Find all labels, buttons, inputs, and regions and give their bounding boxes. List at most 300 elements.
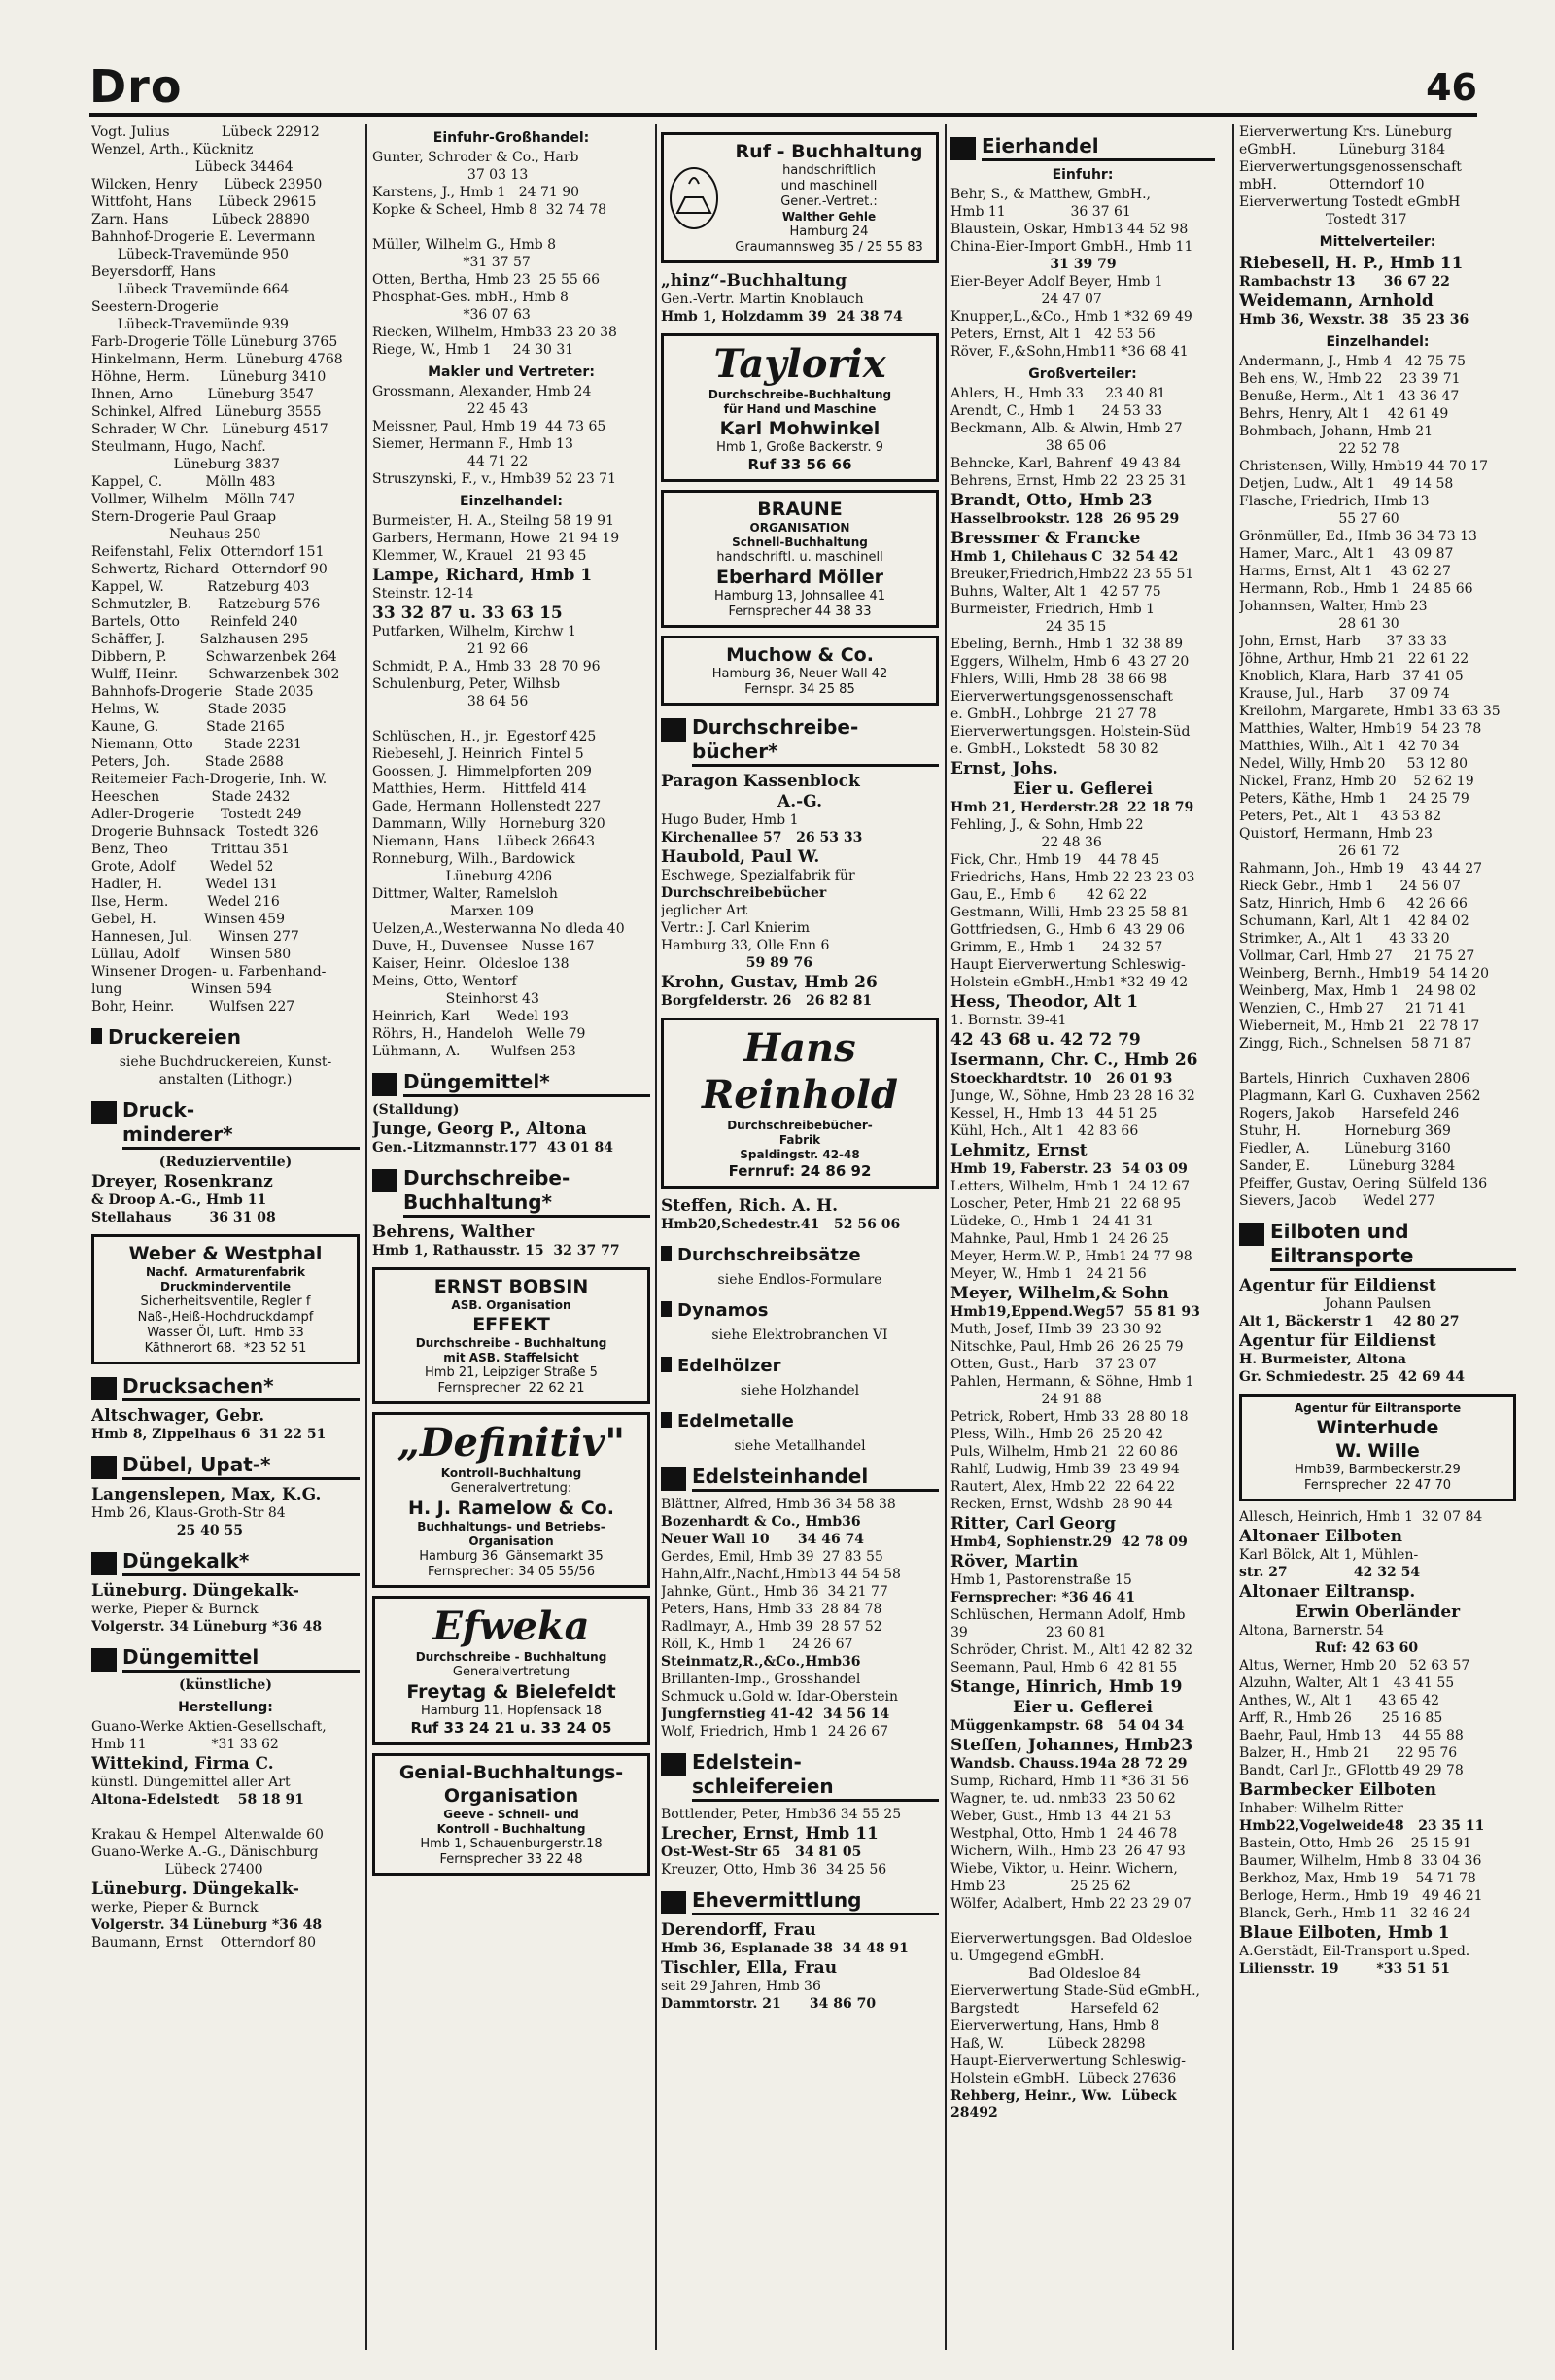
listing-entry: Ritter, Carl Georg <box>950 1514 1117 1534</box>
column-divider <box>655 124 657 2350</box>
category-heading <box>661 1750 939 1802</box>
subheading: Einzelhandel: <box>1326 334 1430 350</box>
advertisement-box <box>372 1412 650 1588</box>
listing-entry: Stuhr, H. Horneburg 369 <box>1239 1123 1451 1139</box>
column-divider <box>365 124 367 2350</box>
listing-entry: Nitschke, Paul, Hmb 26 26 25 79 <box>950 1339 1184 1355</box>
listing-entry: Kaiser, Heinr. Oldesloe 138 <box>372 956 570 972</box>
listing-entry: Hmb 11 *31 33 62 <box>91 1737 279 1752</box>
category-bullet-icon <box>91 1552 117 1575</box>
listing-entry: seit 29 Jahren, Hmb 36 <box>661 1979 821 1994</box>
listing-entry: Karl Bölck, Alt 1, Mühlen- <box>1239 1547 1419 1563</box>
listing-entry: Rambachstr 13 36 67 22 <box>1239 274 1450 290</box>
listing-entry: Isermann, Chr. C., Hmb 26 <box>950 1051 1198 1070</box>
listing-entry: Helms, W. Stade 2035 <box>91 702 287 717</box>
listing-entry: Krause, Jul., Harb 37 09 74 <box>1239 686 1450 702</box>
listing-entry: Hermann, Rob., Hmb 1 24 85 66 <box>1239 581 1473 597</box>
listing-entry: Beckmann, Alb. & Alwin, Hmb 27 <box>950 421 1183 436</box>
listing-entry: werke, Pieper & Burnck <box>91 1602 259 1617</box>
category-bullet-icon <box>91 1377 117 1400</box>
advertisement-line: Agentur für Eiltransporte <box>1294 1401 1462 1415</box>
listing-entry: Krohn, Gustav, Hmb 26 <box>661 973 878 992</box>
listing-entry: Otten, Bertha, Hmb 23 25 55 66 <box>372 272 601 288</box>
listing-entry: Baumer, Wilhelm, Hmb 8 33 04 36 <box>1239 1853 1482 1869</box>
listing-entry: Klemmer, W., Krauel 21 93 45 <box>372 548 587 564</box>
listing-entry: Fick, Chr., Hmb 19 44 78 45 <box>950 852 1159 868</box>
advertisement-line: Ruf 33 56 66 <box>747 456 852 473</box>
listing-entry: Stern-Drogerie Paul Graap <box>91 509 277 525</box>
listing-entry: Krakau & Hempel Altenwalde 60 <box>91 1827 324 1843</box>
listing-entry: Bargstedt Harsefeld 62 <box>950 2001 1160 2017</box>
listing-entry: Wenzien, C., Hmb 27 21 71 41 <box>1239 1001 1467 1017</box>
category-title: Edelmetalle <box>677 1411 794 1431</box>
listing-entry: 24 91 88 <box>950 1392 1102 1407</box>
listing-entry: Erwin Oberländer <box>1295 1603 1461 1622</box>
advertisement-line: Gener.-Vertret.: <box>780 194 878 209</box>
listing-entry: Durchschreibebücher <box>661 885 827 901</box>
listing-entry: Flasche, Friedrich, Hmb 13 <box>1239 494 1430 509</box>
listing-entry: Ihnen, Arno Lüneburg 3547 <box>91 387 314 402</box>
listing-entry: 59 89 76 <box>661 955 812 971</box>
listing-entry: Karstens, J., Hmb 1 24 71 90 <box>372 185 580 200</box>
listing-entry: Kappel, C. Mölln 483 <box>91 474 276 490</box>
listing-entry: Meins, Otto, Wentorf <box>372 974 517 989</box>
advertisement-line: Graumannsweg 35 / 25 55 83 <box>735 240 923 255</box>
listing-entry: Eier-Beyer Adolf Beyer, Hmb 1 <box>950 274 1163 290</box>
advertisement-line: Genial-Buchhaltungs- <box>398 1762 624 1783</box>
listing-entry: Bottlender, Peter, Hmb36 34 55 25 <box>661 1807 902 1822</box>
listing-entry: Weinberg, Max, Hmb 1 24 98 02 <box>1239 983 1477 999</box>
listing-entry: Bad Oldesloe 84 <box>950 1966 1141 1982</box>
listing-entry: Hmb4, Sophienstr.29 42 78 09 <box>950 1535 1188 1550</box>
listing-entry: Agentur für Eildienst <box>1239 1331 1436 1351</box>
listing-entry: Siemer, Hermann F., Hmb 13 <box>372 436 573 452</box>
category-heading <box>91 1453 360 1480</box>
listing-entry: Harms, Ernst, Alt 1 43 62 27 <box>1239 564 1451 579</box>
listing-entry: Weber, Gust., Hmb 13 44 21 53 <box>950 1809 1172 1824</box>
advertisement-line: BRAUNE <box>757 499 843 520</box>
listing-entry: Grote, Adolf Wedel 52 <box>91 859 274 875</box>
listing-entry: jeglicher Art <box>661 903 748 918</box>
column-1 <box>91 124 360 2350</box>
listing-entry: Kaune, G. Stade 2165 <box>91 719 286 735</box>
advertisement-line: W. Wille <box>1335 1440 1420 1462</box>
listing-entry: Christensen, Willy, Hmb19 44 70 17 <box>1239 459 1488 474</box>
advertisement-line: Durchschreibe - Buchhaltung <box>415 1650 607 1664</box>
listing-entry: Peters, Hans, Hmb 33 28 84 78 <box>661 1602 882 1617</box>
listing-entry: Reifenstahl, Felix Otterndorf 151 <box>91 544 325 560</box>
advertisement-line: Naß-,Heiß-Hochdruckdampf <box>137 1310 314 1325</box>
listing-entry: siehe Elektrobranchen VI <box>711 1328 888 1343</box>
listing-entry: Hadler, H. Wedel 131 <box>91 877 278 892</box>
listing-entry: Pless, Wilh., Hmb 26 25 20 42 <box>950 1427 1163 1442</box>
category-title: Dübel, Upat-* <box>122 1453 360 1480</box>
listing-entry: Altona-Edelstedt 58 18 91 <box>91 1792 304 1808</box>
category-heading <box>950 134 1215 161</box>
advertisement-line: handschriftlich <box>782 163 876 178</box>
listing-entry: Arendt, C., Hmb 1 24 53 33 <box>950 403 1163 419</box>
subheading: Makler und Vertreter: <box>428 364 595 380</box>
listing-entry: Eierverwertung, Hans, Hmb 8 <box>950 2018 1159 2034</box>
subheading: Mittelverteiler: <box>1319 234 1436 250</box>
listing-entry: Altona, Barnerstr. 54 <box>1239 1623 1384 1638</box>
listing-entry: 37 03 13 <box>372 167 529 183</box>
advertisement-line: Hamburg 13, Johnsallee 41 <box>713 589 886 604</box>
category-bullet-icon <box>661 1301 672 1317</box>
advertisement-line: Hmb39, Barmbeckerstr.29 <box>1295 1463 1461 1477</box>
listing-entry: Eierverwertung Tostedt eGmbH <box>1239 194 1461 210</box>
listing-entry: Vertr.: J. Carl Knierim <box>661 920 810 936</box>
listing-entry: Behncke, Karl, Bahrenf 49 43 84 <box>950 456 1182 471</box>
advertisement-line: Hmb 1, Schauenburgerstr.18 <box>420 1837 603 1851</box>
listing-entry: A.-G. <box>778 792 822 811</box>
listing-entry: Rogers, Jakob Harsefeld 246 <box>1239 1106 1460 1121</box>
listing-entry: Pahlen, Hermann, & Söhne, Hmb 1 <box>950 1374 1194 1390</box>
advertisement-line: ASB. Organisation <box>451 1298 571 1312</box>
listing-entry: 26 61 72 <box>1239 844 1400 859</box>
listing-entry: Riecken, Wilhelm, Hmb33 23 20 38 <box>372 325 617 340</box>
listing-entry: 21 92 66 <box>372 641 529 657</box>
listing-entry: Bozenhardt & Co., Hmb36 <box>661 1514 861 1530</box>
listing-entry: Lüneburg 4206 <box>372 869 552 884</box>
category-title: Drucksachen* <box>122 1374 360 1401</box>
listing-entry: Rautert, Alex, Hmb 22 22 64 22 <box>950 1479 1175 1495</box>
listing-entry <box>91 1810 360 1826</box>
advertisement-line: Kontroll-Buchhaltung <box>440 1466 582 1480</box>
listing-entry: Röver, F.,&Sohn,Hmb11 *36 68 41 <box>950 344 1189 360</box>
advertisement-line: Hamburg 11, Hopfensack 18 <box>420 1704 603 1718</box>
listing-entry: Peters, Pet., Alt 1 43 53 82 <box>1239 809 1441 824</box>
listing-entry: Grossmann, Alexander, Hmb 24 <box>372 384 592 399</box>
listing-entry: Wagner, te. ud. nmb33 23 50 62 <box>950 1791 1176 1807</box>
listing-entry: Ebeling, Bernh., Hmb 1 32 38 89 <box>950 637 1183 652</box>
category-heading <box>372 1166 650 1218</box>
listing-entry: Schmutzler, B. Ratzeburg 576 <box>91 597 321 612</box>
listing-entry: 24 35 15 <box>950 619 1107 635</box>
listing-entry: Nickel, Franz, Hmb 20 52 62 19 <box>1239 774 1474 789</box>
listing-entry: Drogerie Buhnsack Tostedt 326 <box>91 824 319 840</box>
listing-entry: Strimker, A., Alt 1 43 33 20 <box>1239 931 1450 947</box>
listing-entry: Lübeck-Travemünde 939 <box>91 317 289 332</box>
listing-entry: Blanck, Gerh., Hmb 11 32 46 24 <box>1239 1906 1471 1921</box>
listing-entry: Weidemann, Arnhold <box>1239 292 1434 311</box>
category-bullet-icon <box>91 1028 102 1044</box>
listing-entry: Sump, Richard, Hmb 11 *36 31 56 <box>950 1774 1190 1789</box>
advertisement-line: Ruf - Buchhaltung <box>735 141 923 162</box>
advertisement-line: Wasser Öl, Luft. Hmb 33 <box>147 1326 304 1340</box>
listing-entry: Gottfriedsen, G., Hmb 6 43 29 06 <box>950 922 1185 938</box>
listing-entry: Bahnhof-Drogerie E. Levermann <box>91 229 316 245</box>
page-number: 46 <box>1426 66 1477 109</box>
listing-entry: Wiebe, Viktor, u. Heinr. Wichern, <box>950 1861 1178 1877</box>
ruf-logo-icon <box>668 164 720 232</box>
listing-entry: Jöhne, Arthur, Hmb 21 22 61 22 <box>1239 651 1469 667</box>
category-bullet-icon <box>661 1412 672 1428</box>
category-heading <box>661 1465 939 1492</box>
listing-entry: Benuße, Herm., Alt 1 43 36 47 <box>1239 389 1460 404</box>
listing-entry: Meyer, W., Hmb 1 24 21 56 <box>950 1266 1147 1282</box>
listing-entry: Grimm, E., Hmb 1 24 32 57 <box>950 940 1163 955</box>
listing-entry: siehe Endlos-Formulare <box>717 1272 882 1288</box>
column-2 <box>372 124 650 2350</box>
listing-entry: Petrick, Robert, Hmb 33 28 80 18 <box>950 1409 1189 1425</box>
advertisement-body <box>726 140 932 256</box>
listing-entry: Lüdeke, O., Hmb 1 24 41 31 <box>950 1214 1154 1229</box>
advertisement-line: „Definitiv" <box>397 1420 626 1466</box>
listing-entry: Quistorf, Hermann, Hmb 23 <box>1239 826 1433 842</box>
category-heading <box>91 1025 360 1050</box>
listing-entry: Junge, W., Söhne, Hmb 23 28 16 32 <box>950 1088 1195 1104</box>
listing-entry: lung Winsen 594 <box>91 982 272 997</box>
listing-entry: Dammann, Willy Horneburg 320 <box>372 816 605 832</box>
listing-entry: Dreyer, Rosenkranz <box>91 1172 273 1191</box>
listing-entry: Seestern-Drogerie <box>91 299 219 315</box>
listing-entry: Hamer, Marc., Alt 1 43 09 87 <box>1239 546 1454 562</box>
listing-entry: Hmb 1, Holzdamm 39 24 38 74 <box>661 309 903 325</box>
listing-entry: Derendorff, Frau <box>661 1920 816 1940</box>
listing-entry: Beyersdorff, Hans <box>91 264 216 280</box>
category-heading <box>91 1645 360 1673</box>
listing-entry: Eierverwertungsgenossenschaft <box>1239 159 1462 175</box>
category-bullet-icon <box>661 718 686 742</box>
listing-entry: Gr. Schmiedestr. 25 42 69 44 <box>1239 1369 1465 1385</box>
listing-entry: Eierverwertung Krs. Lüneburg <box>1239 124 1453 140</box>
listing-entry: Stoeckhardtstr. 10 26 01 93 <box>950 1071 1173 1087</box>
listing-entry: Müggenkampstr. 68 54 04 34 <box>950 1718 1185 1734</box>
listing-entry: Schröder, Christ. M., Alt1 42 82 32 <box>950 1642 1193 1658</box>
listing-entry: Schmuck u.Gold w. Idar-Oberstein <box>661 1689 898 1705</box>
listing-entry: Behrens, Walther <box>372 1223 535 1242</box>
category-bullet-icon <box>91 1456 117 1479</box>
listing-entry: werke, Pieper & Burnck <box>91 1900 259 1915</box>
listing-entry: Schinkel, Alfred Lüneburg 3555 <box>91 404 322 420</box>
listing-entry: Kessel, H., Hmb 13 44 51 25 <box>950 1106 1158 1121</box>
listing-entry: Junge, Georg P., Altona <box>372 1120 587 1139</box>
listing-entry: 42 43 68 u. 42 72 79 <box>950 1030 1141 1050</box>
column-3 <box>661 124 939 2350</box>
listing-entry: Recken, Ernst, Wdshb 28 90 44 <box>950 1497 1173 1512</box>
category-title: Ehevermittlung <box>692 1888 939 1915</box>
listing-entry: 22 45 43 <box>372 401 529 417</box>
listing-entry: 28 61 30 <box>1239 616 1400 632</box>
listing-entry: Steffen, Johannes, Hmb23 <box>950 1736 1193 1755</box>
listing-entry: Wolf, Friedrich, Hmb 1 24 26 67 <box>661 1724 889 1740</box>
listing-entry: Knupper,L.,&Co., Hmb 1 *32 69 49 <box>950 309 1192 325</box>
listing-entry: e. GmbH., Lokstedt 58 30 82 <box>950 742 1158 757</box>
category-heading <box>91 1549 360 1576</box>
listing-entry: Riebesell, H. P., Hmb 11 <box>1239 254 1464 273</box>
advertisement-line: Organisation <box>468 1535 554 1548</box>
listing-entry: Dittmer, Walter, Ramelsloh <box>372 886 558 902</box>
listing-entry: Lehmitz, Ernst <box>950 1141 1088 1160</box>
listing-entry: Uelzen,A.,Westerwanna No dleda 40 <box>372 921 625 937</box>
category-title: Edelsteinhandel <box>692 1465 939 1492</box>
listing-entry: Steinstr. 12-14 <box>372 586 474 602</box>
category-heading <box>372 1070 650 1097</box>
listing-entry: Berloge, Herm., Hmb 19 49 46 21 <box>1239 1888 1483 1904</box>
advertisement-box <box>91 1234 360 1364</box>
listing-entry: Agentur für Eildienst <box>1239 1276 1436 1295</box>
listing-entry: Duve, H., Duvensee Nusse 167 <box>372 939 595 954</box>
advertisement-box <box>661 132 939 263</box>
listing-entry: Steinmatz,R.,&Co.,Hmb36 <box>661 1654 861 1670</box>
listing-entry: Peters, Ernst, Alt 1 42 53 56 <box>950 327 1156 342</box>
listing-entry: (Reduzierventile) <box>158 1155 293 1170</box>
listing-entry: Eierverwertungsgen. Holstein-Süd <box>950 724 1191 740</box>
listing-entry: Steulmann, Hugo, Nachf. <box>91 439 266 455</box>
listing-entry: Garbers, Hermann, Howe 21 94 19 <box>372 531 620 546</box>
listing-entry: Hahn,Alfr.,Nachf.,Hmb13 44 54 58 <box>661 1567 901 1582</box>
category-title: Eilboten und Eiltransporte <box>1270 1220 1516 1271</box>
listing-entry: Guano-Werke A.-G., Dänischburg <box>91 1845 319 1860</box>
column-4 <box>950 124 1215 2350</box>
listing-entry: Bastein, Otto, Hmb 26 25 15 91 <box>1239 1836 1472 1851</box>
listing-entry: Tischler, Ella, Frau <box>661 1958 838 1978</box>
listing-entry: Ost-West-Str 65 34 81 05 <box>661 1845 862 1860</box>
listing-entry: Marxen 109 <box>372 904 534 919</box>
listing-entry: Hmb 1, Rathausstr. 15 32 37 77 <box>372 1243 620 1259</box>
listing-entry <box>372 711 650 728</box>
advertisement-line: für Hand und Maschine <box>723 402 877 416</box>
advertisement-line: Hamburg 36 Gänsemarkt 35 <box>419 1549 604 1564</box>
listing-entry: Knoblich, Klara, Harb 37 41 05 <box>1239 669 1464 684</box>
listing-entry: Wittekind, Firma C. <box>91 1754 274 1774</box>
advertisement-line: mit ASB. Staffelsicht <box>443 1351 579 1364</box>
advertisement-line: Taylorix <box>713 341 886 387</box>
listing-entry: Alzuhn, Walter, Alt 1 43 41 55 <box>1239 1675 1455 1691</box>
listing-entry: Eierverwertungsgenossenschaft <box>950 689 1173 705</box>
listing-entry: Vollmar, Carl, Hmb 27 21 75 27 <box>1239 949 1475 964</box>
listing-entry: Wenzel, Arth., Kücknitz <box>91 142 254 157</box>
listing-entry: 38 65 06 <box>950 438 1107 454</box>
advertisement-line: Hamburg 24 <box>789 224 869 239</box>
listing-entry: Heinrich, Karl Wedel 193 <box>372 1009 570 1024</box>
listing-entry: Puls, Wilhelm, Hmb 21 22 60 86 <box>950 1444 1179 1460</box>
listing-entry: Hmb 1, Chilehaus C 32 54 42 <box>950 549 1179 565</box>
listing-entry: Haubold, Paul W. <box>661 847 820 867</box>
listing-entry: Schrader, W Chr. Lüneburg 4517 <box>91 422 328 437</box>
advertisement-line: Efweka <box>432 1604 590 1649</box>
listing-entry <box>1239 1053 1516 1070</box>
listing-entry: Meissner, Paul, Hmb 19 44 73 65 <box>372 419 606 434</box>
listing-entry: Berkhoz, Max, Hmb 19 54 71 78 <box>1239 1871 1476 1886</box>
listing-entry: Bartels, Otto Reinfeld 240 <box>91 614 298 630</box>
listing-entry: Fehling, J., & Sohn, Hmb 22 <box>950 817 1144 833</box>
advertisement-line: und maschinell <box>780 179 878 193</box>
advertisement-line: Druckminderventile <box>160 1280 291 1293</box>
listing-entry: u. Umgegend eGmbH. <box>950 1949 1105 1964</box>
listing-entry: 44 71 22 <box>372 454 529 469</box>
category-title: Durchschreibsätze <box>677 1245 861 1265</box>
category-title: Dynamos <box>677 1300 769 1321</box>
category-title: Düngekalk* <box>122 1549 360 1576</box>
listing-entry: Fernsprecher: *36 46 41 <box>950 1590 1136 1605</box>
advertisement-line: Muchow & Co. <box>726 644 874 666</box>
listing-entry: Haupt-Eierverwertung Schleswig- <box>950 2053 1187 2069</box>
advertisement-line: Fernsprecher: 34 05 55/56 <box>427 1565 596 1579</box>
listing-entry: Neuhaus 250 <box>91 527 261 542</box>
listing-entry: Arff, R., Hmb 26 25 16 85 <box>1239 1710 1443 1726</box>
listing-entry: Schlüschen, Hermann Adolf, Hmb <box>950 1607 1186 1623</box>
listing-entry: Eggers, Wilhelm, Hmb 6 43 27 20 <box>950 654 1190 670</box>
listing-entry: Kreilohm, Margarete, Hmb1 33 63 35 <box>1239 704 1501 719</box>
category-bullet-icon <box>91 1648 117 1672</box>
listing-entry: (Stalldung) <box>372 1102 460 1118</box>
listing-entry: 22 52 78 <box>1239 441 1400 457</box>
listing-entry: Gen.-Litzmannstr.177 43 01 84 <box>372 1140 614 1156</box>
listing-entry: Höhne, Herm. Lüneburg 3410 <box>91 369 327 385</box>
listing-entry: Meyer, Wilhelm,& Sohn <box>950 1284 1169 1303</box>
advertisement-line: Durchschreibebücher- <box>727 1119 873 1132</box>
listing-entry: Ilse, Herm. Wedel 216 <box>91 894 280 910</box>
listing-entry: Altonaer Eiltransp. <box>1239 1582 1416 1602</box>
category-bullet-icon <box>661 1246 672 1261</box>
listing-entry: Barmbecker Eilboten <box>1239 1780 1436 1800</box>
category-title: Druck- minderer* <box>122 1098 360 1150</box>
listing-entry: Gunter, Schroder & Co., Harb <box>372 150 579 165</box>
advertisement-line: Geeve - Schnell- und <box>443 1808 579 1821</box>
category-heading <box>1239 1220 1516 1271</box>
advertisement-box <box>661 333 939 482</box>
listing-entry: Rieck Gebr., Hmb 1 24 56 07 <box>1239 879 1461 894</box>
advertisement-box <box>661 1018 939 1189</box>
listing-entry: Heeschen Stade 2432 <box>91 789 291 805</box>
category-title: Druckereien <box>108 1025 241 1049</box>
advertisement-line: Nachf. Armaturenfabrik <box>146 1265 305 1279</box>
listing-entry: 39 23 60 81 <box>950 1625 1107 1640</box>
listing-entry: Vollmer, Wilhelm Mölln 747 <box>91 492 295 507</box>
advertisement-line: handschriftl. u. maschinell <box>716 550 883 565</box>
listing-entry: Seemann, Paul, Hmb 6 42 81 55 <box>950 1660 1178 1675</box>
listing-entry: Ruf: 42 63 60 <box>1239 1640 1419 1656</box>
advertisement-line: Spaldingstr. 42-48 <box>740 1148 860 1161</box>
category-heading <box>661 1888 939 1915</box>
listing-entry: Borgfelderstr. 26 26 82 81 <box>661 993 873 1009</box>
category-title: Eierhandel <box>982 134 1215 161</box>
listing-entry: Altonaer Eilboten <box>1239 1527 1403 1546</box>
listing-entry: Friedrichs, Hans, Hmb 22 23 23 03 <box>950 870 1195 885</box>
advertisement-box <box>661 636 939 706</box>
listing-entry: Behr, S., & Matthew, GmbH., <box>950 187 1151 202</box>
listing-entry: Hmb 36, Esplanade 38 34 48 91 <box>661 1941 909 1956</box>
listing-entry: H. Burmeister, Altona <box>1239 1352 1406 1367</box>
listing-entry: 1. Bornstr. 39-41 <box>950 1013 1067 1028</box>
category-heading <box>661 1298 939 1323</box>
listing-entry: Goossen, J. Himmelpforten 209 <box>372 764 592 779</box>
advertisement-box <box>372 1596 650 1745</box>
listing-entry: Müller, Wilhelm G., Hmb 8 <box>372 237 557 253</box>
advertisement-line: Organisation <box>443 1785 579 1807</box>
listing-entry: Schmidt, P. A., Hmb 33 28 70 96 <box>372 659 601 674</box>
advertisement-line: Ruf 33 24 21 u. 33 24 05 <box>410 1719 612 1737</box>
listing-entry: Holstein eGmbH. Lübeck 27636 <box>950 2071 1177 2087</box>
listing-entry: Niemann, Hans Lübeck 26643 <box>372 834 595 849</box>
listing-entry: Riebesehl, J. Heinrich Fintel 5 <box>372 746 584 762</box>
listing-entry: str. 27 42 32 54 <box>1239 1565 1421 1580</box>
listing-entry: Paragon Kassenblock <box>661 772 860 791</box>
listing-entry: Farb-Drogerie Tölle Lüneburg 3765 <box>91 334 338 350</box>
listing-entry: Bahnhofs-Drogerie Stade 2035 <box>91 684 314 700</box>
listing-entry: 55 27 60 <box>1239 511 1400 527</box>
listing-entry: Röhrs, H., Handeloh Welle 79 <box>372 1026 586 1042</box>
advertisement-line: Fabrik <box>778 1133 821 1147</box>
listing-entry: Peters, Käthe, Hmb 1 24 25 79 <box>1239 791 1469 807</box>
listing-entry: Gade, Hermann Hollenstedt 227 <box>372 799 602 814</box>
listing-entry: *36 07 63 <box>372 307 531 323</box>
advertisement-line: H. J. Ramelow & Co. <box>408 1498 614 1519</box>
listing-entry: Plagmann, Karl G. Cuxhaven 2562 <box>1239 1088 1481 1104</box>
advertisement-line: Walther Gehle <box>781 210 877 224</box>
